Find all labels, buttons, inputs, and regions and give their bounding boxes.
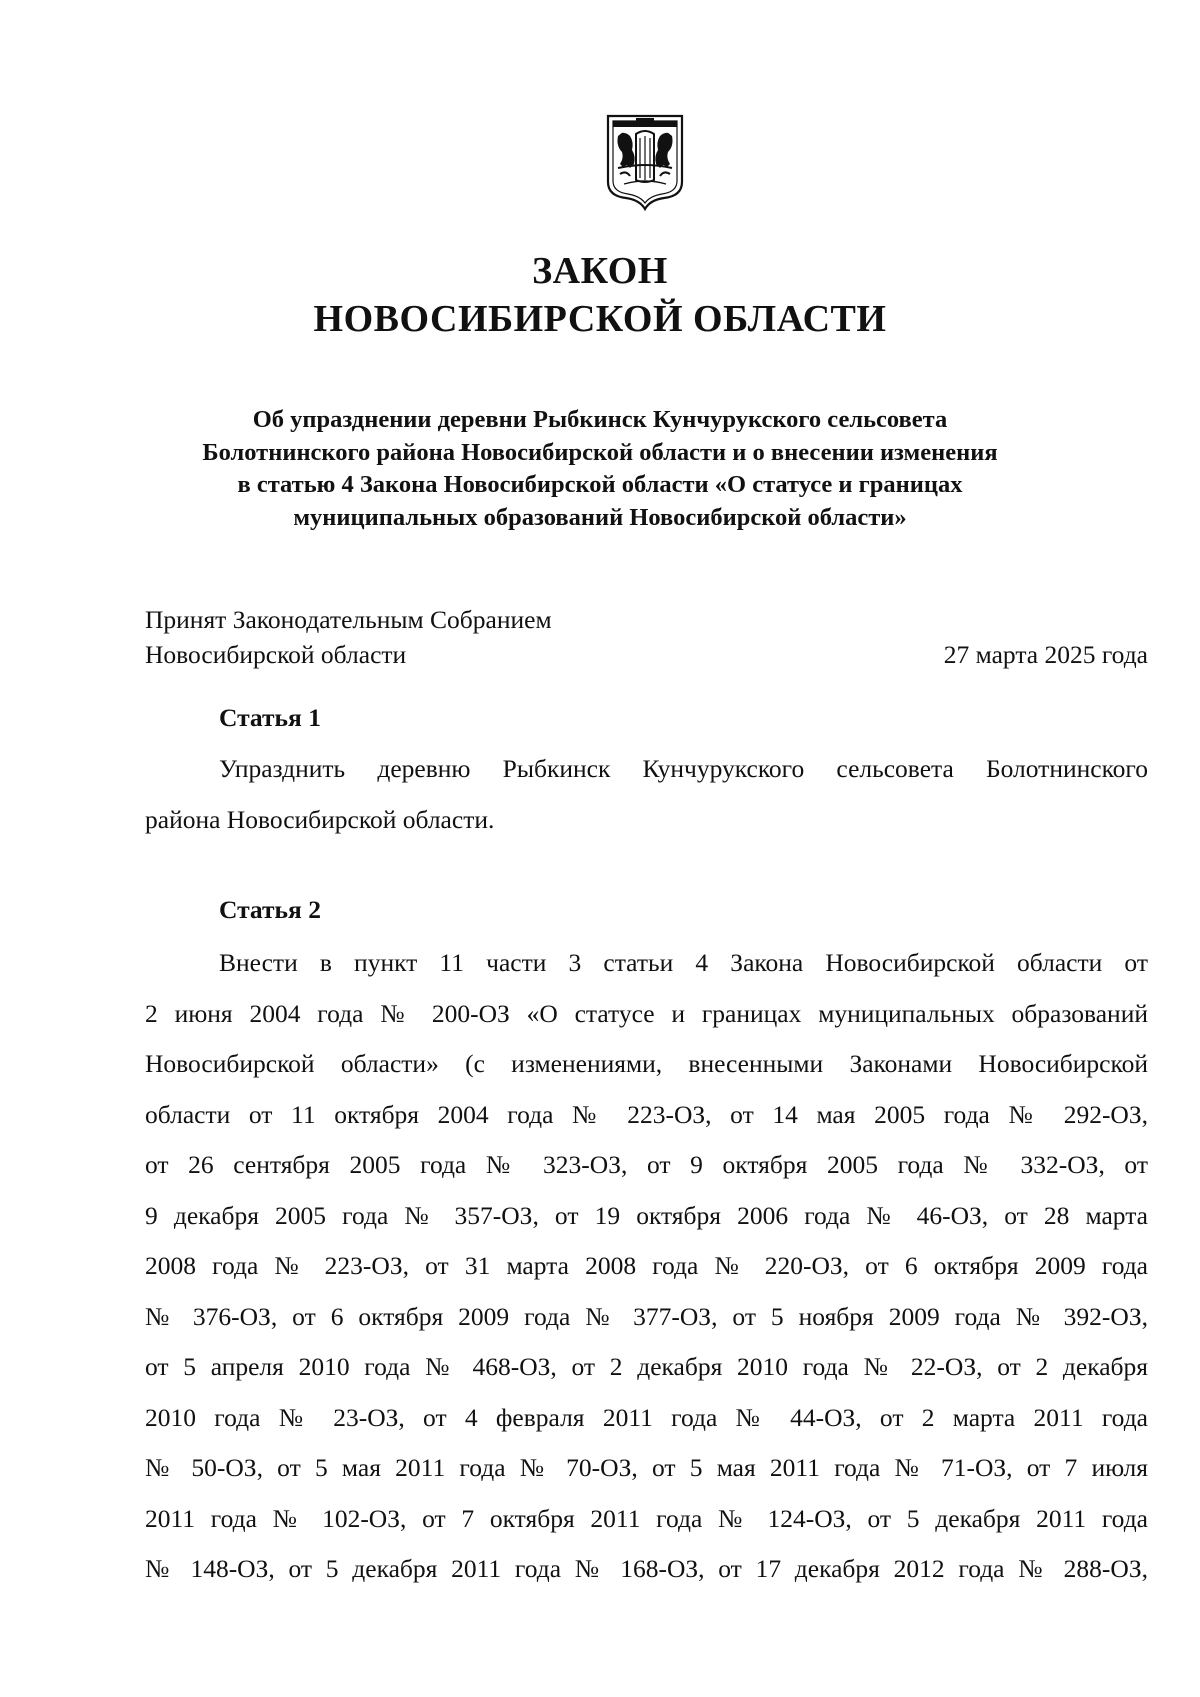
adopted-by <box>145 602 552 672</box>
text-line: № 50-ОЗ, от 5 мая 2011 года № 70-ОЗ, от 5 мая 2011 года № 71-ОЗ, от 7 июля <box>145 1453 1148 1482</box>
text-line: Новосибирской области» (с изменениями, внесенными Законами Новосибирской <box>145 1049 1148 1078</box>
article-2-heading: Статья 2 <box>219 895 321 924</box>
text-line: Упразднить деревню Рыбкинск Кунчурукского сельсовета Болотнинского <box>219 754 1148 783</box>
text-line: от 26 сентября 2005 года № 323-ОЗ, от 9 октября 2005 года № 332-ОЗ, от <box>145 1150 1148 1179</box>
law-subject-line: Об упразднении деревни Рыбкинск Кунчурукского сельсовета <box>252 406 948 433</box>
law-subject-line: Болотнинского района Новосибирской области и о внесении изменения <box>202 438 998 466</box>
text-line: области от 11 октября 2004 года № 223-ОЗ, от 14 мая 2005 года № 292-ОЗ, <box>145 1099 1148 1129</box>
text-line: № 376-ОЗ, от 6 октября 2009 года № 377-ОЗ, от 5 ноября 2009 года № 392-ОЗ, <box>145 1301 1148 1331</box>
adopted-by-line: Принят Законодательным Собранием <box>145 605 552 634</box>
text-line: № 148-ОЗ, от 5 декабря 2011 года № 168-ОЗ, от 17 декабря 2012 года № 288-ОЗ, <box>145 1554 1148 1583</box>
novosibirsk-coat-of-arms-icon <box>604 112 686 212</box>
text-line: от 5 апреля 2010 года № 468-ОЗ, от 2 декабря 2010 года № 22-ОЗ, от 2 декабря <box>145 1352 1148 1381</box>
article-2-text <box>145 938 1148 1595</box>
text-line: района Новосибирской области. <box>145 804 495 834</box>
law-subject-line: в статью 4 Закона Новосибирской области «О статусе и границах <box>237 471 963 498</box>
adopted-date: 27 марта 2025 года <box>943 640 1148 669</box>
text-line: Внести в пункт 11 части 3 статьи 4 Закона Новосибирской области от <box>219 948 1148 977</box>
text-line: 2010 года № 23-ОЗ, от 4 февраля 2011 года № 44-ОЗ, от 2 марта 2011 года <box>145 1402 1148 1432</box>
law-subject <box>150 404 1050 534</box>
document-title-region: НОВОСИБИРСКОЙ ОБЛАСТИ <box>313 298 887 340</box>
article-1-text <box>145 744 1148 845</box>
text-line: 2 июня 2004 года № 200-ОЗ «О статусе и границах муниципальных образований <box>145 998 1148 1028</box>
text-line: 2011 года № 102-ОЗ, от 7 октября 2011 года № 124-ОЗ, от 5 декабря 2011 года <box>145 1503 1148 1533</box>
article-1-heading: Статья 1 <box>219 703 321 732</box>
text-line: 9 декабря 2005 года № 357-ОЗ, от 19 октября 2006 года № 46-ОЗ, от 28 марта <box>145 1200 1148 1230</box>
document-title: ЗАКОН <box>532 250 668 292</box>
text-line: 2008 года № 223-ОЗ, от 31 марта 2008 года № 220-ОЗ, от 6 октября 2009 года <box>145 1251 1148 1280</box>
law-subject-line: муниципальных образований Новосибирской области» <box>293 503 907 531</box>
adopted-by-line: Новосибирской области <box>145 640 407 669</box>
